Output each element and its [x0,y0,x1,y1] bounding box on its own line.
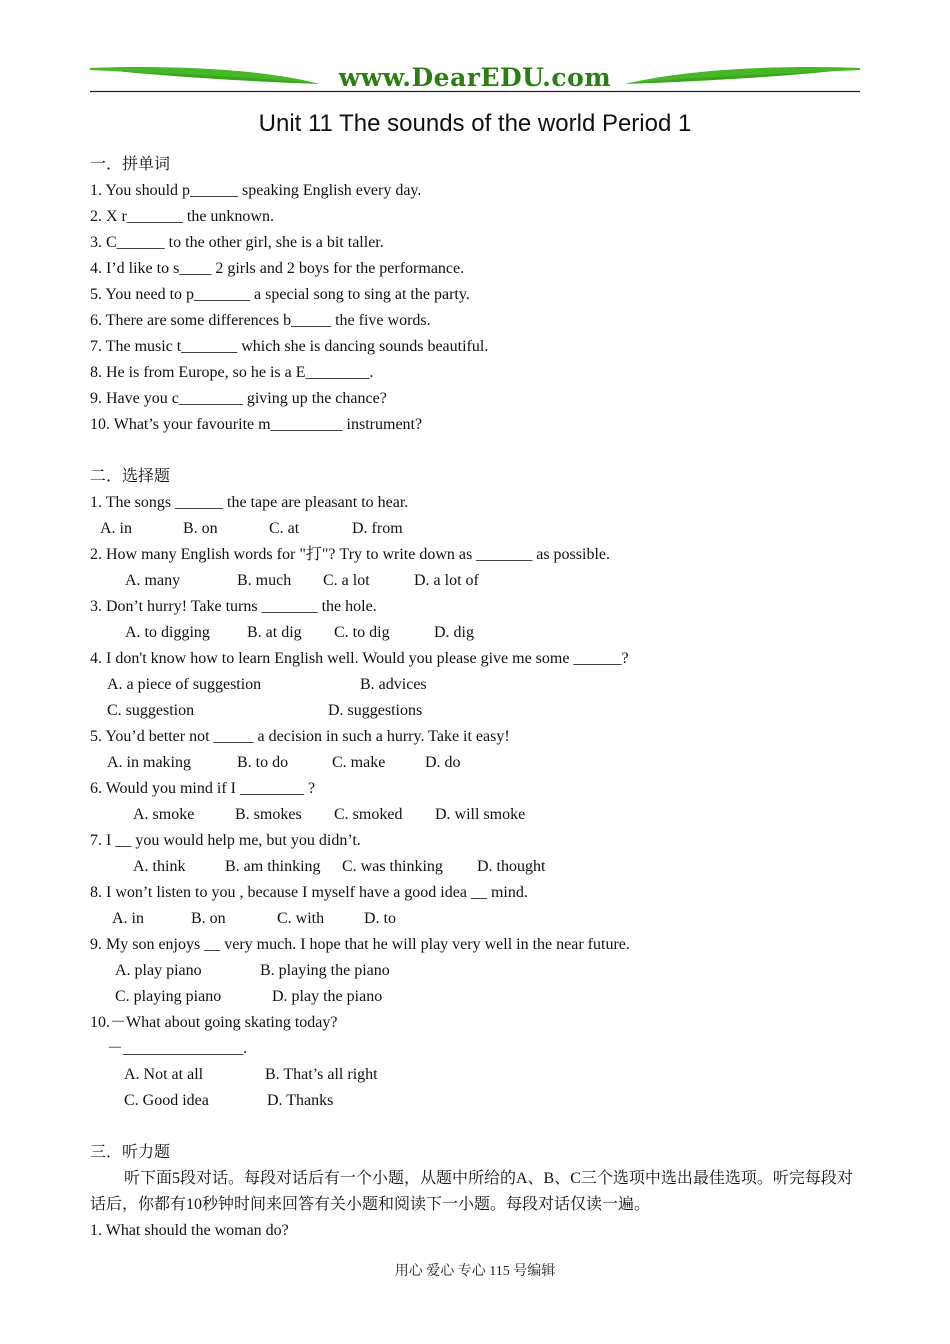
option-b: B. advices [360,676,427,693]
spelling-item: 10. What’s your favourite m_________ instrument? [90,416,423,433]
option-a: A. think [133,858,186,875]
option-b: B. much [237,572,292,589]
option-c: C. smoked [334,806,403,823]
option-a: A. in [112,910,144,927]
option-c: C. playing piano [115,988,222,1005]
option-a: A. smoke [133,806,195,823]
page-footer: 用心 爱心 专心 115 号编辑 [394,1264,556,1279]
spelling-item: 2. X r_______ the unknown. [90,208,274,225]
question-stem: 6. Would you mind if I ________ ? [90,780,316,797]
option-d: D. from [352,520,403,537]
section-heading-multiple-choice: 二．选择题 [90,468,171,485]
logo-text: www.DearEDU.com [338,63,612,92]
spelling-item: 8. He is from Europe, so he is a E________. [90,364,374,381]
option-b: B. on [183,520,218,537]
option-c: C. at [269,520,300,537]
spelling-item: 9. Have you c________ giving up the chance? [90,390,387,407]
question-stem: 5. You’d better not _____ a decision in such a hurry. Take it easy! [90,728,510,745]
option-d: D. a lot of [414,572,479,589]
option-d: D. thought [477,858,546,875]
option-b: B. playing the piano [260,962,390,979]
option-c: C. was thinking [342,858,443,875]
dialogue-reply-blank: －_______________. [107,1040,248,1057]
option-d: D. Thanks [267,1092,334,1109]
option-a: A. a piece of suggestion [107,676,262,693]
question-stem: 2. How many English words for "打"? Try to write down as _______ as possible. [90,546,610,563]
question-stem: 7. I __ you would help me, but you didn’t. [90,832,361,849]
option-a: A. many [125,572,181,589]
spelling-item: 7. The music t_______ which she is dancing sounds beautiful. [90,338,489,355]
option-c: C. make [332,754,386,771]
question-stem: 10.－What about going skating today? [90,1014,338,1031]
question-stem: 1. What should the woman do? [90,1222,289,1239]
option-a: A. in making [107,754,191,771]
option-c: C. with [277,910,325,927]
question-stem: 3. Don’t hurry! Take turns _______ the hole. [90,598,377,615]
option-d: D. do [425,754,461,771]
option-b: B. on [191,910,226,927]
listening-instructions: 听下面5段对话。每段对话后有一个小题，从题中所给的A、B、C三个选项中选出最佳选项。听完每段对话后，你都有10秒钟时间来回答有关小题和阅读下一小题。每段对话仅读一遍。 [90,1170,853,1213]
question-stem: 9. My son enjoys __ very much. I hope that he will play very well in the near future. [90,936,630,953]
page-title: Unit 11 The sounds of the world Period 1 [258,110,692,137]
option-a: A. in [100,520,132,537]
option-b: B. am thinking [225,858,321,875]
spelling-item: 3. C______ to the other girl, she is a bit taller. [90,234,384,251]
spelling-item: 5. You need to p_______ a special song to sing at the party. [90,286,470,303]
option-d: D. to [364,910,396,927]
spelling-item: 4. I’d like to s____ 2 girls and 2 boys for the performance. [90,260,465,277]
option-a: A. to digging [125,624,210,641]
option-b: B. to do [237,754,289,771]
option-a: A. Not at all [124,1066,204,1083]
option-c: C. a lot [323,572,370,589]
option-c: C. Good idea [124,1092,209,1109]
option-b: B. smokes [235,806,302,823]
spelling-item: 1. You should p______ speaking English every day. [90,182,422,199]
question-stem: 8. I won’t listen to you , because I myself have a good idea __ mind. [90,884,528,901]
option-b: B. at dig [247,624,302,641]
section-heading-spelling: 一．拼单词 [90,156,171,173]
option-d: D. will smoke [435,806,526,823]
section-heading-listening: 三．听力题 [90,1144,171,1161]
question-stem: 1. The songs ______ the tape are pleasant to hear. [90,494,409,511]
spelling-item: 6. There are some differences b_____ the five words. [90,312,431,329]
option-b: B. That’s all right [265,1066,378,1083]
option-d: D. dig [434,624,474,641]
option-a: A. play piano [115,962,202,979]
site-logo-banner [90,62,860,94]
question-stem: 4. I don't know how to learn English well. Would you please give me some ______? [90,650,629,667]
option-c: C. suggestion [107,702,195,719]
option-d: D. suggestions [328,702,423,719]
option-d: D. play the piano [272,988,383,1005]
option-c: C. to dig [334,624,390,641]
